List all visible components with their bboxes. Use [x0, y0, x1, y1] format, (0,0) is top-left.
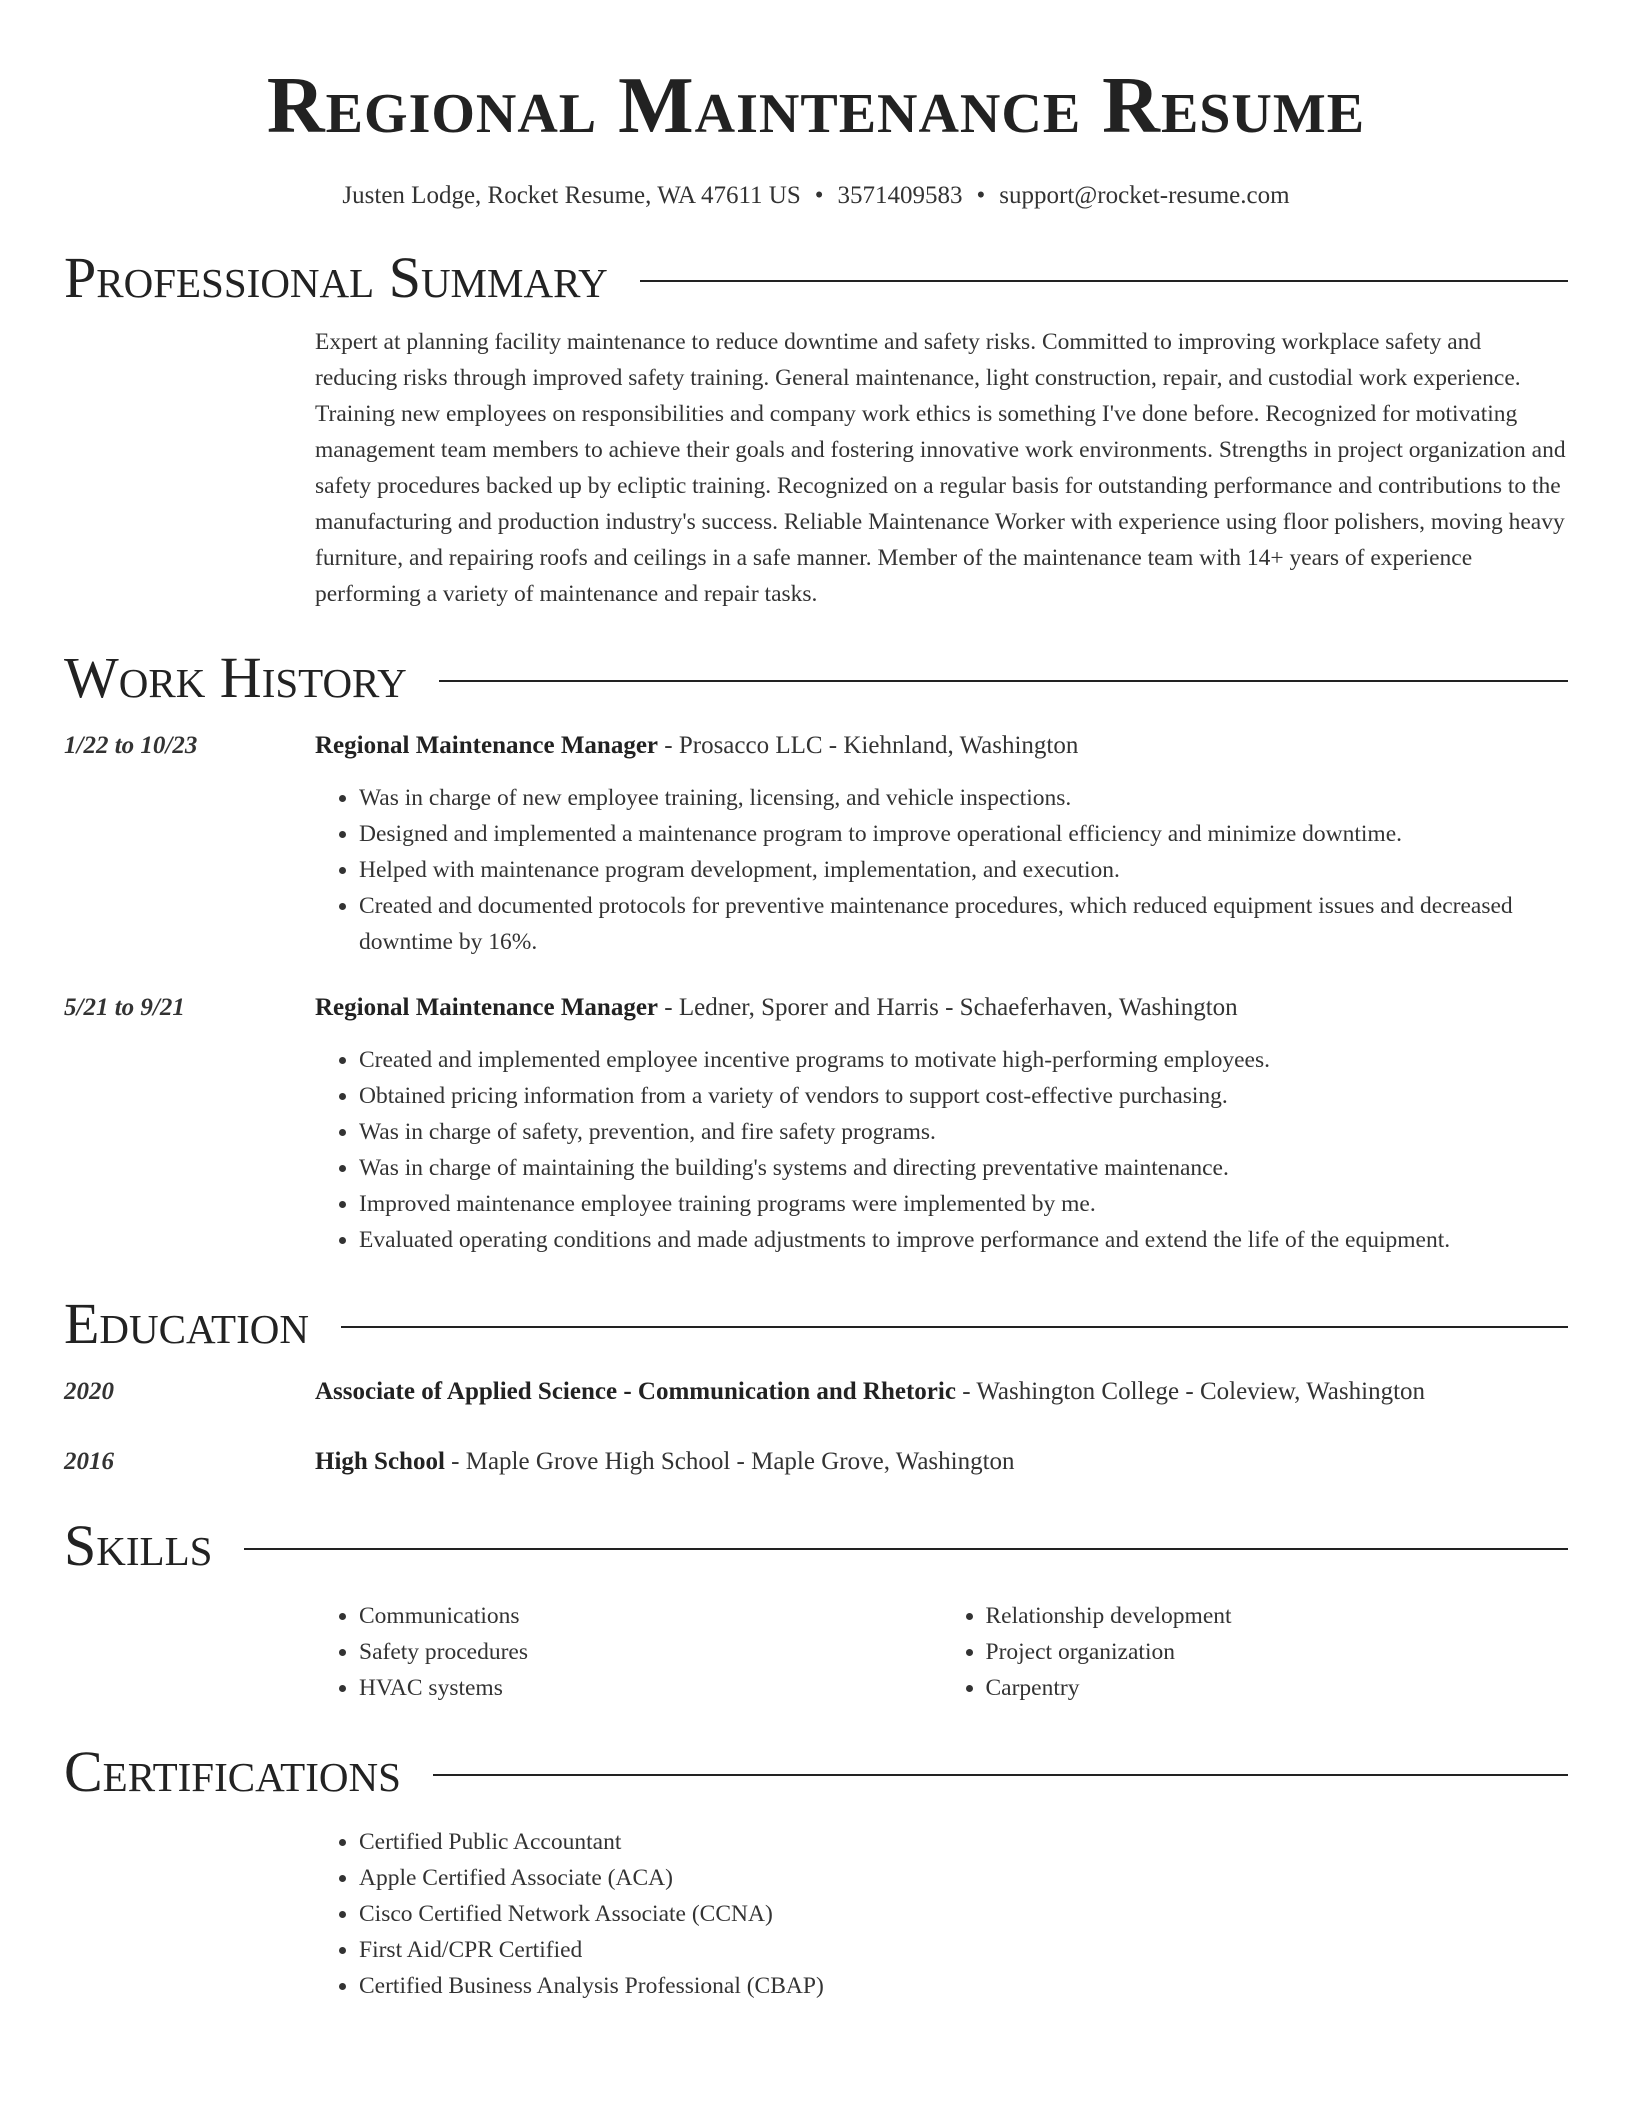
skill-item: • Relationship development: [986, 1598, 1569, 1634]
job-bullet: • Helped with maintenance program development, implementation, and execution.: [359, 852, 1568, 888]
job-bullet: • Designed and implemented a maintenance program to improve operational efficiency and minimize downtime.: [359, 816, 1568, 852]
skill-item: • Carpentry: [986, 1670, 1569, 1706]
certification-item: • Certified Public Accountant: [359, 1824, 1568, 1860]
job-bullets: [315, 1042, 1568, 1258]
summary-text: Expert at planning facility maintenance to reduce downtime and safety risks. Committed to improving workplace safety and reducing risks through improved safety training. General maintenance, light construction, repair, and custodial work experience. Training new employees on responsibilities and company work ethics is something I've done before. Recognized for motivating management team members to achieve their goals and fostering innovative work environments. Strengths in project organization and safety procedures backed up by ecliptic training. Recognized on a regular basis for outstanding performance and contributions to the manufacturing and production industry's success. Reliable Maintenance Worker with experience using floor polishers, moving heavy furniture, and repairing roofs and ceilings in a safe manner. Member of the maintenance team with 14+ years of experience performing a variety of maintenance and repair tasks.: [315, 329, 1566, 607]
skill-item: • HVAC systems: [359, 1670, 942, 1706]
job-heading: [315, 990, 1568, 1026]
skill-item: • Project organization: [986, 1634, 1569, 1670]
contact-email: support@rocket-resume.com: [999, 182, 1290, 209]
job-bullet: • Created and documented protocols for preventive maintenance procedures, which reduced equipment issues and decreased downtime by 16%.: [359, 888, 1568, 960]
job-bullet: • Obtained pricing information from a variety of vendors to support cost-effective purchasing.: [359, 1078, 1568, 1114]
job-bullet: • Was in charge of new employee training, licensing, and vehicle inspections.: [359, 780, 1568, 816]
section-title-education: Education: [64, 1291, 309, 1356]
contact-phone: 3571409583: [837, 182, 963, 209]
skill-item: • Communications: [359, 1598, 942, 1634]
section-divider: [640, 280, 1568, 282]
section-divider: [244, 1548, 1568, 1550]
section-divider: [341, 1326, 1568, 1328]
job-heading: [315, 728, 1568, 764]
certification-item: • Certified Business Analysis Professional (CBAP): [359, 1968, 1568, 2004]
section-header-certifications: [64, 1740, 1568, 1804]
section-title-summary: Professional Summary: [64, 245, 608, 310]
education-details: - Washington College - Coleview, Washington: [955, 1378, 1426, 1405]
job-bullet: • Created and implemented employee incentive programs to motivate high-performing employees.: [359, 1042, 1568, 1078]
education-entry: [64, 1444, 1568, 1480]
education-year: 2020: [64, 1378, 114, 1405]
skills-list-right: [942, 1598, 1569, 1706]
contact-separator: •: [814, 182, 824, 209]
education-entry: [64, 1374, 1568, 1410]
contact-line: [64, 180, 1568, 212]
job-dates: 5/21 to 9/21: [64, 994, 185, 1021]
section-divider: [439, 680, 1568, 682]
job-dates: 1/22 to 10/23: [64, 732, 198, 759]
section-header-education: [64, 1292, 1568, 1356]
section-header-summary: [64, 246, 1568, 310]
skill-item: • Safety procedures: [359, 1634, 942, 1670]
resume-title: Regional Maintenance Resume: [266, 62, 1366, 150]
education-degree: High School: [315, 1448, 445, 1475]
education-details: - Maple Grove High School - Maple Grove, Washington: [444, 1448, 1015, 1475]
section-divider: [433, 1774, 1568, 1776]
section-title-skills: Skills: [64, 1513, 213, 1578]
job-bullet: • Improved maintenance employee training programs were implemented by me.: [359, 1186, 1568, 1222]
certification-item: • Cisco Certified Network Associate (CCNA): [359, 1896, 1568, 1932]
job-title: Regional Maintenance Manager: [315, 732, 659, 759]
section-header-skills: [64, 1514, 1568, 1578]
section-header-work: [64, 646, 1568, 710]
job-details: - Ledner, Sporer and Harris - Schaeferhaven, Washington: [658, 994, 1238, 1021]
certifications-list: [315, 1824, 1568, 2004]
skills-columns: [315, 1598, 1568, 1706]
education-year: 2016: [64, 1448, 114, 1475]
certification-item: • Apple Certified Associate (ACA): [359, 1860, 1568, 1896]
skills-list-left: [315, 1598, 942, 1706]
job-bullets: [315, 780, 1568, 960]
education-heading: [315, 1374, 1568, 1410]
certification-item: • First Aid/CPR Certified: [359, 1932, 1568, 1968]
education-heading: [315, 1444, 1568, 1480]
job-entry: [64, 990, 1568, 1026]
job-details: - Prosacco LLC - Kiehnland, Washington: [658, 732, 1079, 759]
education-degree: Associate of Applied Science - Communication and Rhetoric: [315, 1378, 956, 1405]
contact-separator: •: [976, 182, 986, 209]
job-entry: [64, 728, 1568, 764]
job-title: Regional Maintenance Manager: [315, 994, 659, 1021]
job-bullet: • Was in charge of maintaining the building's systems and directing preventative maintenance.: [359, 1150, 1568, 1186]
job-bullet: • Was in charge of safety, prevention, and fire safety programs.: [359, 1114, 1568, 1150]
contact-address: Justen Lodge, Rocket Resume, WA 47611 US: [342, 182, 801, 209]
job-bullet: • Evaluated operating conditions and made adjustments to improve performance and extend the life of the equipment.: [359, 1222, 1568, 1258]
section-title-work: Work History: [64, 645, 407, 710]
section-title-certifications: Certifications: [64, 1739, 401, 1804]
